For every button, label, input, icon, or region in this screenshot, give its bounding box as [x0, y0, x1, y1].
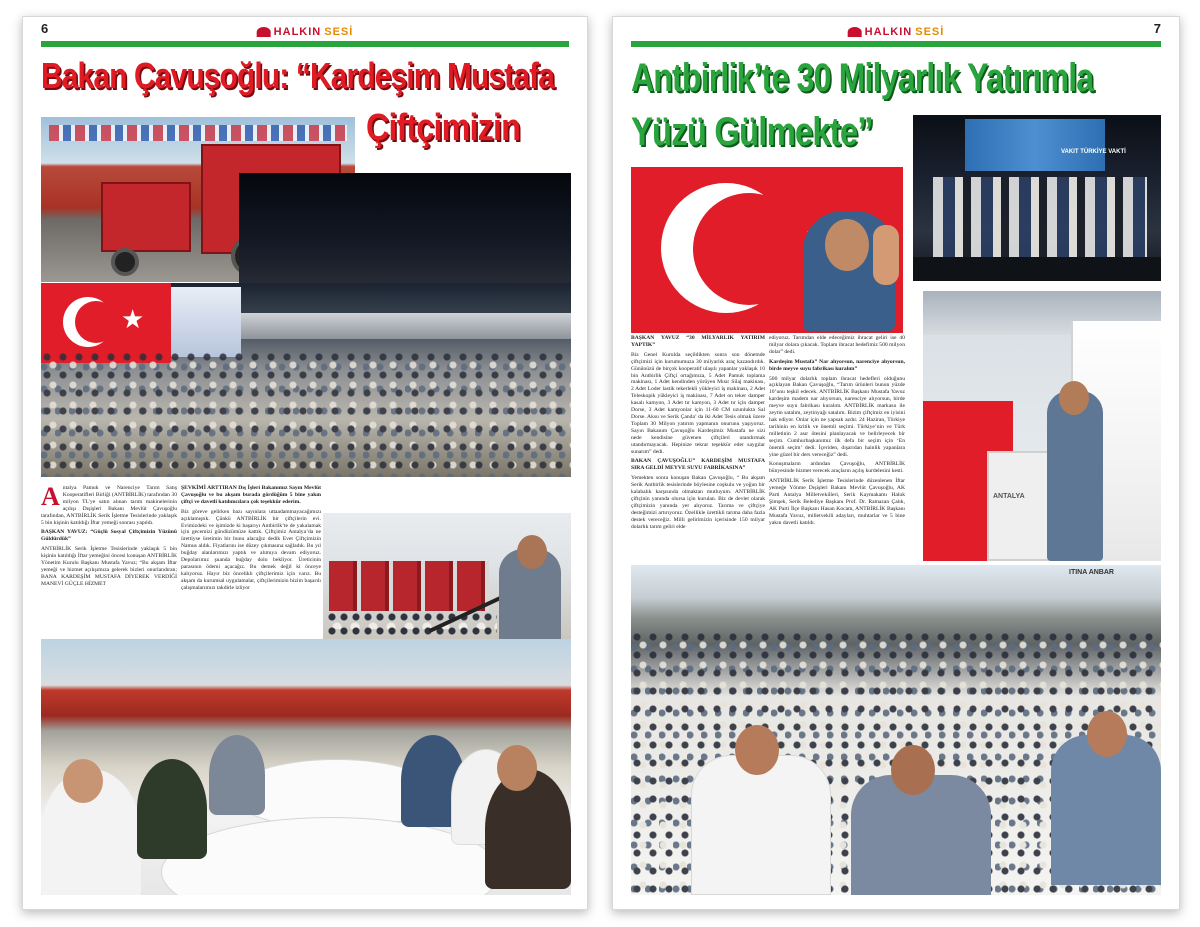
photo-night-sky [239, 173, 571, 293]
flag-star-icon: ★ [121, 305, 145, 334]
dropcap: A [41, 482, 60, 511]
logo-text-b: SESİ [915, 26, 945, 38]
paragraph: 500 milyar dolarlık toplam ihracat hedefleri olduğunu açıklayan Bakan Çavuşoğlu, “Tarım ürünleri bunun yüzde 10’unu teşkil edecek. ANTBİRLİK Başkanı Mustafa Yavuz kardeşim madem nar alıyorsun, narenciye alıyorsun, birde meyve suyu fabrikası kuralım. ANTBİRLİK markasıı ile zeytin satalım, zeytinyağı satalım. Bizim çiftçimiz en iyisini hak ediyor. Onlar için ne yapsak azdır. 24 Haziran, Türkiye tarihinin en kritik ve önemli seçimi. Türkiye’nin ve Türk milletinin 2 asır ötesini planlayacak ve belirleyecek bir seçim. Cumhurbaşkanımız ilk defa bir seçim için ‘En önemli seçim’ dedi. İçeriden, dışarıdan hainlik yapanlara yine güzel bir ders vereceğiz” dedi. [769, 375, 905, 458]
lead-paragraph: ntalya Pamuk ve Narenciye Tarım Satış Kooperatifleri Birliği (ANTBİRLİK) tarafından 30 milyon TL'ye satın alınan tarım makinelerinin açılışı Dışişleri Bakanı Mevlüt Çavuşoğlu tarafından, ANTBİRLİK Serik İşletme Tesislerinde yaklaşık 5 bin kişinin katıldığı İftar yemeği sonrası yapıldı. [41, 485, 177, 526]
right-text-col2 [769, 335, 905, 530]
photo-dinner-tables [41, 639, 571, 895]
newspaper-logo [257, 25, 354, 39]
header-rule [41, 41, 569, 47]
right-text-col1 [631, 335, 765, 533]
left-text-col1 [41, 482, 177, 591]
logo-mark-icon [848, 27, 862, 37]
podium-sign-text: ANTALYA [993, 493, 1025, 500]
newspaper-logo [848, 25, 945, 39]
left-page [22, 16, 588, 910]
subheading: BAŞKAN YAVUZ “30 MİLYARLIK YATIRIM YAPTIK” [631, 335, 765, 348]
paragraph: Konuşmaların ardından Çavuşoğlu, ANTBİRLİK bünyesinde hizmet verecek araçların açılış kurdelesini kesti. [769, 461, 905, 475]
photo-minister-flag [631, 167, 903, 333]
paragraph: ANTBİRLİK Serik İşletme Tesislerinde yaklaşık 5 bin kişinin katıldığı İftar yemeğini öncesi konuşan ANTBİRLİK Yönetim Kurulu Başkanı Mustafa Yavuz; “Bu akşam İftar yemeği ve hizmet açılışımıza gelerek bizleri onurlandıran; BANA KARDEŞİM MUSTAFA DİYEREK VERDİĞİ MANEVİ GÜÇLE HİZMET [41, 546, 177, 587]
paragraph: Yemekten sonra konuşan Bakan Çavuşoğlu, “ Bu akşam Serik Antbirlik tesislerinde böylesine coşkulu ve yoğun bir kalabalık karşısında olmaktan mutluyum. ANTBİRLİK çiftçinin yanında olursa için kurulan. Biz de devlet olarak çiftçimizin yanında yer alıyoruz. Tarıma ve çiftçiye desteğimizi artırıyoruz. Özellikle ürettikli tarıma daha fazla destek vereceğiz. Milli gelirimizin içerisinde 150 milyar dolarlık tarım geliri elde [631, 475, 765, 530]
building-sign-text: ITINA ANBAR [1069, 569, 1114, 576]
subheading: BAKAN ÇAVUŞOĞLU” KARDEŞİM MUSTAFA SIRA GELDİ MEYVE SUYU FABRİKASINA” [631, 458, 765, 472]
headline-line1: Bakan Çavuşoğlu: “Kardeşim Mustafa [41, 55, 555, 96]
right-page [612, 16, 1180, 910]
page-number: 7 [1153, 21, 1161, 36]
subheading: BAŞKAN YAVUZ: “Güçlü Sosyal Çiftçimizin Yüzünü Güldürdük” [41, 529, 177, 543]
headline-line2: Yüzü Gülmekte” [631, 110, 873, 154]
logo-mark-icon [257, 27, 271, 37]
logo-text-a: HALKIN [273, 26, 322, 38]
photo-podium-speech [923, 291, 1161, 561]
paragraph: ANTBİRLİK Serik İşletme Tesislerinde düzenlenen İftar yemeğe Yönme Dışişleri Bakanı Mevlüt Çavuşoğlu, AK Parti Antalya Milletvekilleri, Serik Kaymakamı Haluk Şimşek, Serik Belediye Başkanı Prof. Dr. Ramazan Çalık, AK Parti İlçe Başkanı Hasan Kocam, ANTBİRLİK Başkanı Mustafa Yavuz, milletvekili adayları, muhtarlar ve 5 bine yakın davetli katıldı. [769, 478, 905, 526]
photo-speaker [323, 513, 571, 643]
left-text-col2 [181, 485, 321, 595]
photo-stage-group [913, 115, 1161, 281]
subheading: Kardeşim Mustafa” Nar alıyorsun, narenciye alıyorsun, birde meyve suyu fabrikası kuralım” [769, 358, 905, 372]
logo-text-a: HALKIN [864, 26, 913, 38]
headline-line2: Çiftçimizin [366, 107, 520, 149]
page-number: 6 [41, 21, 49, 36]
header-rule [631, 41, 1161, 47]
paragraph: Biz göreve gelirken bazı sayınlara uttaadammayacağımızı açıklamıştık. Çünkü ANTBİRLİK bir çiftçilerin evi. Evimizdeki ve işimizde ki başarıyı Antbirlik’te de yakalamak için gecemizi gündüzümüze kattık. Çiftçimiz Antalya’da ne ürettiyse üretimin bir bunu alacağız dedik Evet Çiftçimizin Namus aldık. Fiyatlarını ise düzey çıkmasına sağladık. Bu yıl buğday alanlarımızı yaptık ve alımıya devam ediyoruz. Depolarımız şuanda buğday dolu bekliyor. Üreticinin parasının ödemi açacağız. Bu demek değil ki önceye kalıyoruz. Hayır biz önceliklı çiftçilerimiz için varız. Bu akşam da kurumsal uygulamalar, çiftçilerimizin bizim başarılı çalışmalarımızı takdirle izliyor [181, 508, 321, 591]
subheading: ŞEVKİMİ ARTTIRAN Dış İşleri Bakanımız Sayın Mevlüt Çavuşoğlu ve bu akşam burada gördüğüm 5 bine yakın çiftçi ve davetli katılımcılara çok teşekkür ederim. [181, 485, 321, 505]
right-masthead [631, 23, 1161, 51]
photo-iftar-crowd [41, 283, 571, 477]
headline-line1: Antbirlik’te 30 Milyarlık Yatırımla [631, 56, 1094, 100]
logo-text-b: SESİ [324, 26, 354, 38]
stage-banner-text: VAKIT TÜRKİYE VAKTİ [1061, 149, 1126, 155]
left-masthead [41, 23, 569, 51]
paragraph: ediyoruz. Tarımdan elde edeceğimiz ihracat geliri ise 40 milyar dolara çıkacak. Toplam ihracat hedefimiz 500 milyon dolar” dedi. [769, 335, 905, 355]
photo-dinner-crowd [631, 565, 1161, 895]
paragraph: Biz Genel Kurulda seçildikten sonra son dönemde çiftçimizi için kurumumuza 30 milyarlık araç kazandırdık. Gününüzü de birçok kooperatif ulaşılı yapanlar yaklaşık 10 bin Antbirlik Çiftçi ortağımıza, 5 Adet Pamuk toplama makinası, 1 Adet kendinden yürüyen Mısır Silaj makinası, 2 Adet Loder lastik tekerlekli yükleyici iş makinası, 2 Adet Teleskopik yükleyici iş makinası, 7 Adet on teker damper kasalı kamyon, 3 Adet tır kamyon, 3 Adet tır için damper Dorse, 3 Adet kamyonlar için 11-60 CM uzunlukta Sal Dorse. Aksu ve Serik Çanda’ da iki Adet Tesis olmak üzere Toplam 30 Milyon yatırım yapmanın onurunu yaşıyoruz. Sayın Bakanım Çavuşoğlu Kardeşimiz Mustafa ne sizi nede kendisine güvenen çiftçileri utandırmak utandırmayacak. Hepinize tekrar teşekkür eder saygılar sunarım” dedi. [631, 351, 765, 455]
